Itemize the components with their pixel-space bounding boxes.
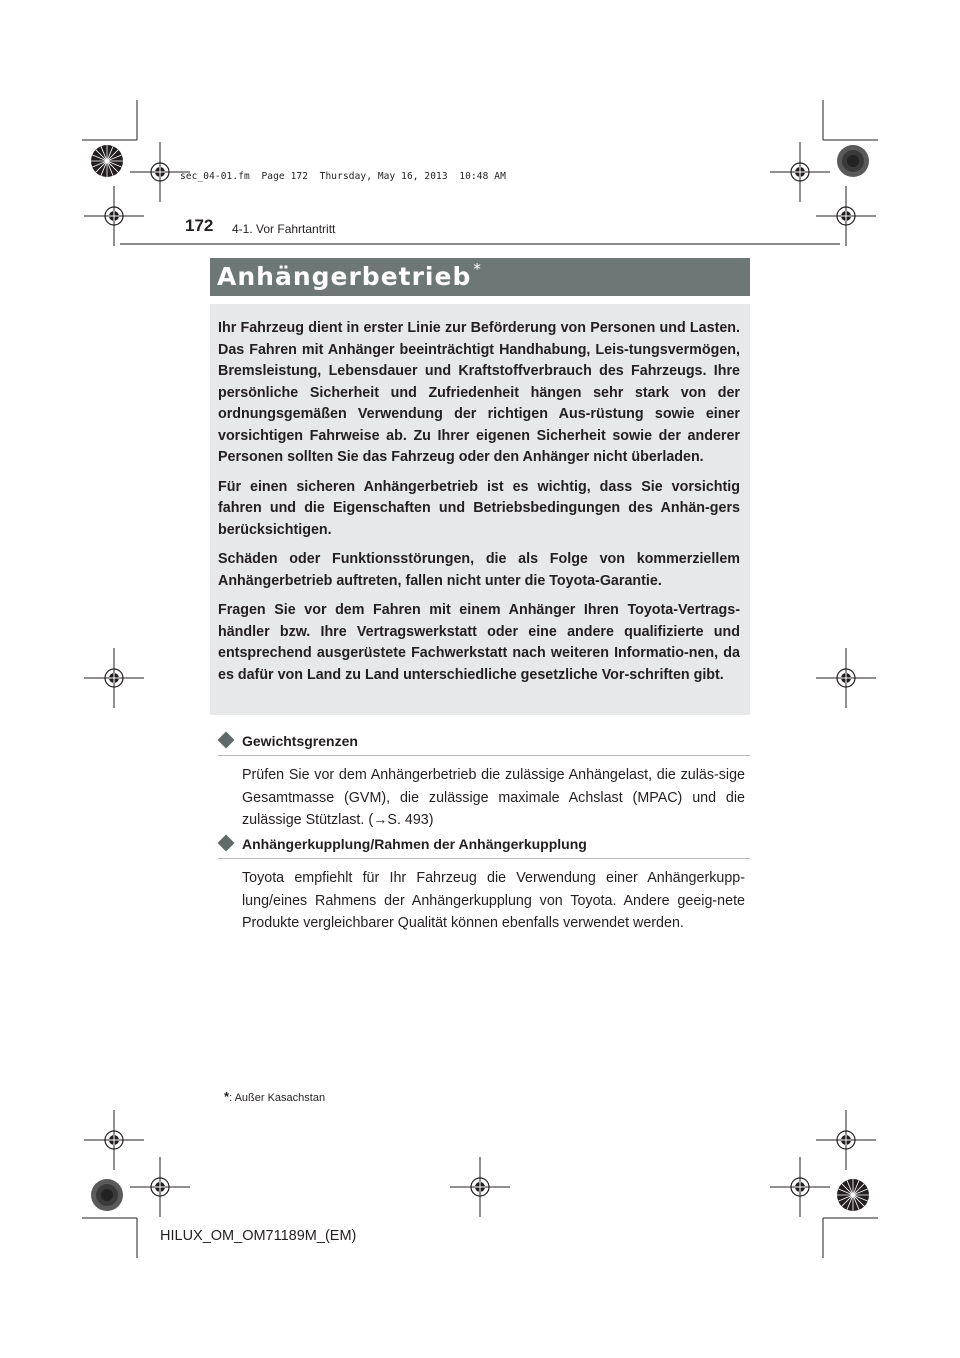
title-asterisk: * [473,260,482,278]
file-stamp: sec_04-01.fm Page 172 Thursday, May 16, 2013 10:48 AM [180,171,506,182]
section-heading-label: Anhängerkupplung/Rahmen der Anhängerkupplung [242,836,587,852]
document-code: HILUX_OM_OM71189M_(EM) [160,1228,357,1244]
intro-paragraph: Ihr Fahrzeug dient in erster Linie zur Beförderung von Personen und Lasten. Das Fahren mit Anhänger beeinträchtigt Handhabung, Leis-tungsvermögen, Bremsleistung, Lebensdauer und Kraftstoffverbrauch des Fahrzeugs. Ihre persönliche Sicherheit und Zufriedenheit hängen sehr stark von der ordnungsgemäßen Verwendung der richtigen Aus-rüstung sowie einer vorsichtigen Fahrweise ab. Zu Ihrer eigenen Sicherheit sowie der anderer Personen sollten Sie das Fahrzeug oder den Anhänger nicht überladen. [218,320,740,465]
title-bar [210,258,750,296]
footnote-asterisk: * [224,1089,230,1104]
section-heading-weight-limits [218,733,750,756]
section-body-hitch: Toyota empfiehlt für Ihr Fahrzeug die Verwendung einer Anhängerkupp-lung/eines Rahmens der Anhängerkupplung von Toyota. Andere geeig-nete Produkte vergleichbarer Qualität können ebenfalls verwendet werden. [242,870,745,931]
footnote [224,1089,325,1104]
intro-paragraph: Schäden oder Funktionsstörungen, die als Folge von kommerziellem Anhängerbetrieb auftreten, fallen nicht unter die Toyota-Garantie. [218,551,740,589]
page-title-text: Anhängerbetrieb [217,262,472,291]
intro-paragraph: Für einen sicheren Anhängerbetrieb ist es wichtig, dass Sie vorsichtig fahren und die Eigenschaften und Betriebsbedingungen des Anhän-gers berücksichtigen. [218,478,740,538]
header-divider [120,243,840,245]
section-heading-hitch [218,836,750,859]
section-reference: 4-1. Vor Fahrtantritt [232,222,336,236]
page-number: 172 [185,216,214,235]
section-heading-label: Gewichtsgrenzen [242,733,358,749]
footnote-text: : Außer Kasachstan [229,1092,326,1104]
diamond-bullet-icon [218,732,235,749]
section-body-weight-limits: Prüfen Sie vor dem Anhängerbetrieb die zulässige Anhängelast, die zuläs-sige Gesamtmasse (GVM), die zulässige maximale Achslast (MPAC) und die zulässige Stützlast. (→S. 493) [242,767,745,828]
intro-paragraph: Fragen Sie vor dem Fahren mit einem Anhänger Ihren Toyota-Vertrags-händler bzw. Ihre Vertragswerkstatt oder eine andere qualifizierte und entsprechend ausgerüstete Fachwerkstatt nach weiteren Informatio-nen, da es dafür von Land zu Land unterschiedliche gesetzliche Vor-schriften gibt. [218,602,740,683]
diamond-bullet-icon [218,835,235,852]
intro-box [210,304,750,715]
page-title [217,260,482,291]
